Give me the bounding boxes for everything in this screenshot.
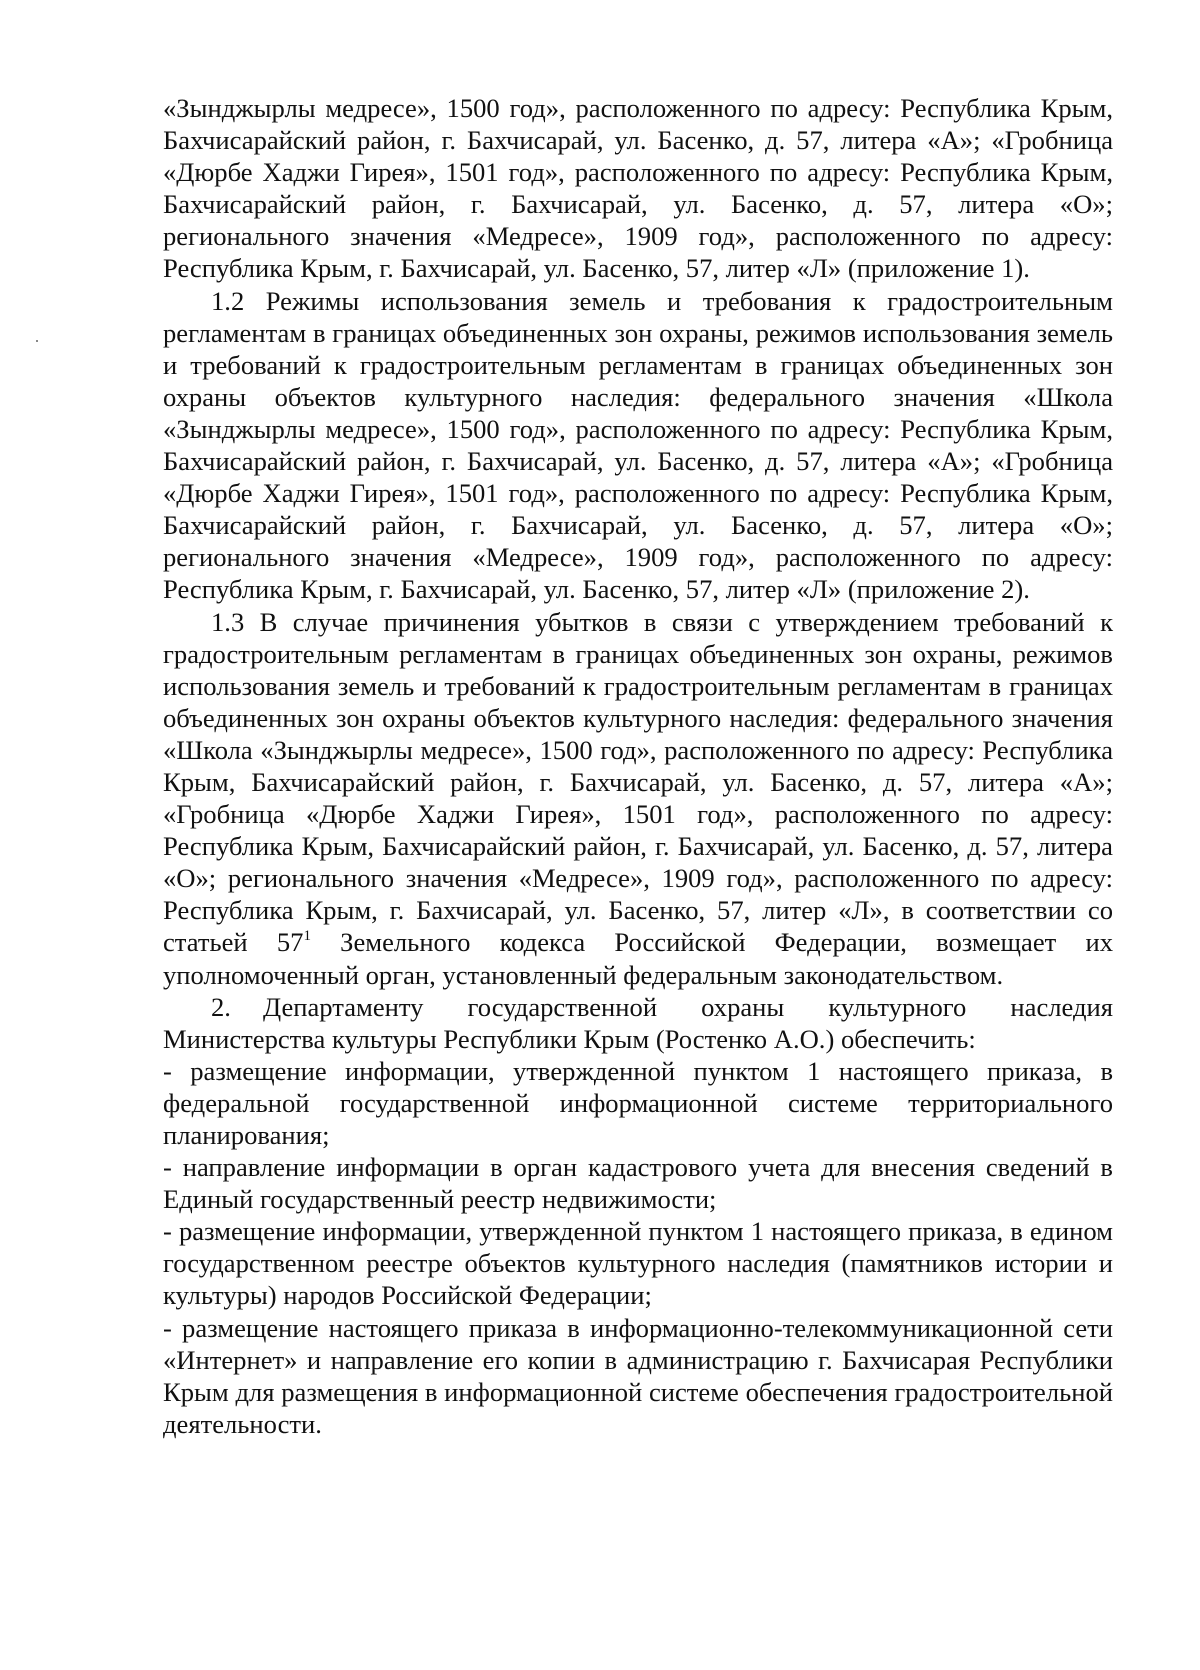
bullet-item: - размещение настоящего приказа в информационно-телекоммуникационной сети «Интернет» и направление его копии в администрацию г. Бахчисарая Республики Крым для размещения в информационной системе обеспечения градостроительной деятельности. <box>163 1312 1113 1439</box>
paragraph-2 <box>163 991 1113 1055</box>
paragraph-1-3-text-end: Земельного кодекса Российской Федерации, возмещает их уполномоченный орган, установленный федеральным законодательством. <box>163 927 1113 990</box>
scan-speck <box>36 340 38 342</box>
bullet-item: - размещение информации, утвержденной пунктом 1 настоящего приказа, в федеральной государственной информационной системе территориального планирования; <box>163 1055 1113 1150</box>
bullet-item: - размещение информации, утвержденной пунктом 1 настоящего приказа, в едином государственном реестре объектов культурного наследия (памятников истории и культуры) народов Российской Федерации; <box>163 1216 1113 1311</box>
paragraph-1-2: 1.2 Режимы использования земель и требования к градостроительным регламентам в границах объединенных зон охраны, режимов использования земель и требований к градостроительным регламентам в границах объединенных зон охраны объектов культурного наследия: федерального значения «Школа «Зынджырлы медресе», 1500 год», расположенного по адресу: Республика Крым, Бахчисарайский район, г. Бахчисарай, ул. Басенко, д. 57, литера «А»; «Гробница «Дюрбе Хаджи Гирея», 1501 год», расположенного по адресу: Республика Крым, Бахчисарайский район, г. Бахчисарай, ул. Басенко, д. 57, литера «О»; регионального значения «Медресе», 1909 год», расположенного по адресу: Республика Крым, г. Бахчисарай, ул. Басенко, 57, литер «Л» (приложение 2). <box>163 285 1113 605</box>
paragraph-intro: «Зынджырлы медресе», 1500 год», расположенного по адресу: Республика Крым, Бахчисарайский район, г. Бахчисарай, ул. Басенко, д. 57, литера «А»; «Гробница «Дюрбе Хаджи Гирея», 1501 год», расположенного по адресу: Республика Крым, Бахчисарайский район, г. Бахчисарай, ул. Басенко, д. 57, литера «О»; регионального значения «Медресе», 1909 год», расположенного по адресу: Республика Крым, г. Бахчисарай, ул. Басенко, 57, литер «Л» (приложение 1). <box>163 93 1113 284</box>
paragraph-1-3-text: 1.3 В случае причинения убытков в связи с утверждением требований к градостроительным регламентам в границах объединенных зон охраны, режимов использования земель и требований к градостроительным регламентам в границах объединенных зон охраны объектов культурного наследия: федерального значения «Школа «Зынджырлы медресе», 1500 год», расположенного по адресу: Республика Крым, Бахчисарайский район, г. Бахчисарай, ул. Басенко, д. 57, литера «А»; «Гробница «Дюрбе Хаджи Гирея», 1501 год», расположенного по адресу: Республика Крым, Бахчисарайский район, г. Бахчисарай, ул. Басенко, д. 57, литера «О»; регионального значения «Медресе», 1909 год», расположенного по адресу: Республика Крым, г. Бахчисарай, ул. Басенко, 57, литер «Л», в соответствии со статьей 57 <box>163 606 1113 958</box>
document-body <box>163 92 1113 1440</box>
article-superscript: 1 <box>303 927 311 944</box>
paragraph-2-number: 2. <box>211 991 231 1022</box>
paragraph-1-3 <box>163 606 1113 991</box>
paragraph-2-text: Департаменту государственной охраны культурного наследия Министерства культуры Республики Крым (Ростенко А.О.) обеспечить: <box>163 991 1113 1054</box>
bullet-item: - направление информации в орган кадастрового учета для внесения сведений в Единый государственный реестр недвижимости; <box>163 1152 1113 1215</box>
